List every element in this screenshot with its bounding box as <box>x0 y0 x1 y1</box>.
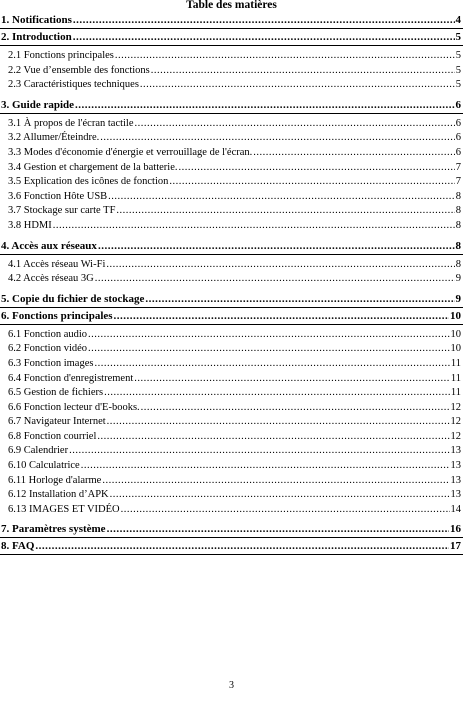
toc-section-label: 8. FAQ <box>1 540 35 553</box>
toc-entry[interactable] <box>0 204 463 219</box>
toc-entry-page: 9 <box>455 273 461 285</box>
toc-entry-label: 3.3 Modes d'économie d'énergie et verrouillage de l'écran. <box>8 146 253 158</box>
toc-entry-label: 2.2 Vue d’ensemble des fonctions <box>8 64 150 76</box>
toc-entry[interactable] <box>0 161 463 176</box>
dot-leader <box>100 131 454 146</box>
toc-section <box>0 97 463 238</box>
toc-entry[interactable] <box>0 444 463 459</box>
dot-leader <box>135 117 455 132</box>
toc-entry-page: 5 <box>455 64 461 76</box>
dot-leader <box>151 64 455 79</box>
toc-entry-label: 6.8 Fonction courriel <box>8 430 97 442</box>
toc-entry[interactable] <box>0 415 463 430</box>
toc-entry[interactable] <box>0 386 463 401</box>
toc-section-page: 17 <box>450 540 461 553</box>
toc-entry-page: 7 <box>455 161 461 173</box>
toc-entry[interactable] <box>0 488 463 503</box>
dot-leader <box>88 342 449 357</box>
toc-entry-label: 2.1 Fonctions principales <box>8 50 114 61</box>
toc-entry-page: 12 <box>450 416 461 428</box>
dot-leader <box>169 175 454 190</box>
toc-entry[interactable] <box>0 272 463 287</box>
toc-entry-page: 5 <box>455 79 461 91</box>
toc-entry-page: 12 <box>450 401 461 413</box>
dot-leader <box>107 521 449 538</box>
toc-entry[interactable] <box>0 474 463 489</box>
toc-section-page: 5 <box>455 31 461 43</box>
toc-entry[interactable] <box>0 175 463 190</box>
toc-section-heading[interactable] <box>0 308 463 325</box>
toc-entry-label: 2.3 Caractéristiques techniques <box>8 79 139 91</box>
dot-leader <box>134 372 450 387</box>
dot-leader <box>102 474 449 489</box>
toc-entry-label: 6.7 Navigateur Internet <box>8 416 106 428</box>
toc-section-heading[interactable] <box>0 97 463 114</box>
page-number: 3 <box>229 680 234 691</box>
toc-entry-page: 8 <box>455 219 461 231</box>
toc-section-label: 3. Guide rapide <box>1 98 75 111</box>
toc-section-page: 6 <box>455 98 461 111</box>
toc-entry-label: 6.11 Horloge d'alarme <box>8 474 102 486</box>
toc-section-label: 1. Notifications <box>1 14 72 26</box>
toc-entry-label: 6.9 Calendrier <box>8 445 69 457</box>
toc-section-label: 4. Accès aux réseaux <box>1 239 97 252</box>
toc-section <box>0 238 463 291</box>
dot-leader <box>116 204 454 219</box>
toc-section-label: 6. Fonctions principales <box>1 309 113 322</box>
toc-section-heading[interactable] <box>0 538 463 555</box>
dot-leader <box>141 401 450 416</box>
toc-entry-page: 8 <box>455 190 461 202</box>
toc-entry[interactable] <box>0 372 463 387</box>
toc-entry-page: 6 <box>455 146 461 158</box>
toc-entry[interactable] <box>0 190 463 205</box>
dot-leader <box>145 291 454 308</box>
dot-leader <box>73 12 455 29</box>
dot-leader <box>104 386 450 401</box>
toc-entry-page: 11 <box>450 357 461 369</box>
toc-entry-page: 8 <box>455 205 461 217</box>
toc-entry-label: 3.1 À propos de l'écran tactile <box>8 117 134 129</box>
toc-section <box>0 29 463 97</box>
toc-entry-page: 5 <box>455 50 461 61</box>
toc-entry-label: 3.6 Fonction Hôte USB <box>8 190 108 202</box>
toc-entry-label: 3.2 Allumer/Éteindre. <box>8 132 100 144</box>
toc-entry[interactable] <box>0 430 463 445</box>
toc-entry[interactable] <box>0 342 463 357</box>
toc-entry-list <box>0 114 463 238</box>
toc-entry-page: 14 <box>450 503 461 515</box>
toc-entry-label: 3.7 Stockage sur carte TF <box>8 205 116 217</box>
toc-section-page: 4 <box>455 14 461 26</box>
dot-leader <box>75 97 454 114</box>
toc-entry[interactable] <box>0 64 463 79</box>
toc-entry[interactable] <box>0 131 463 146</box>
toc-section-label: 2. Introduction <box>1 31 72 43</box>
toc-entry-label: 6.3 Fonction images <box>8 357 94 369</box>
toc-entry-label: 6.6 Fonction lecteur d'E-books. <box>8 401 140 413</box>
toc-entry-page: 11 <box>450 372 461 384</box>
dot-leader <box>88 328 449 343</box>
toc-entry-list <box>0 325 463 522</box>
toc-entry[interactable] <box>0 459 463 474</box>
toc-entry[interactable] <box>0 328 463 343</box>
table-of-contents <box>0 12 463 555</box>
dot-leader <box>107 415 450 430</box>
toc-entry-page: 10 <box>450 343 461 355</box>
toc-section-heading[interactable] <box>0 521 463 538</box>
dot-leader <box>179 161 455 176</box>
toc-section-page: 10 <box>450 309 461 322</box>
toc-entry-list <box>0 46 463 97</box>
toc-entry-label: 6.1 Fonction audio <box>8 328 88 340</box>
toc-entry-label: 3.8 HDMI <box>8 219 52 231</box>
toc-entry-page: 6 <box>455 132 461 144</box>
toc-section-page: 9 <box>455 292 461 305</box>
toc-section-label: 7. Paramètres système <box>1 523 106 536</box>
toc-entry-label: 4.2 Accès réseau 3G <box>8 273 94 285</box>
dot-leader <box>121 503 450 518</box>
toc-entry[interactable] <box>0 78 463 93</box>
toc-entry-label: 6.2 Fonction vidéo <box>8 343 88 355</box>
toc-section-heading[interactable] <box>0 12 463 29</box>
toc-entry-label: 4.1 Accès réseau Wi-Fi <box>8 258 106 270</box>
dot-leader <box>69 444 449 459</box>
toc-entry-label: 6.12 Installation d’APK <box>8 489 109 501</box>
dot-leader <box>53 219 455 234</box>
toc-section-page: 8 <box>455 239 461 252</box>
dot-leader <box>97 430 449 445</box>
toc-entry-label: 6.5 Gestion de fichiers <box>8 387 104 399</box>
toc-entry-list <box>0 255 463 291</box>
toc-section-label: 5. Copie du fichier de stockage <box>1 292 145 305</box>
toc-entry-label: 3.4 Gestion et chargement de la batterie. <box>8 161 178 173</box>
toc-entry-page: 13 <box>450 460 461 472</box>
toc-section-heading[interactable] <box>0 291 463 308</box>
toc-section <box>0 308 463 522</box>
toc-entry-page: 7 <box>455 176 461 188</box>
toc-section-page: 16 <box>450 523 461 536</box>
toc-entry[interactable] <box>0 503 463 518</box>
toc-entry-page: 13 <box>450 445 461 457</box>
dot-leader <box>115 49 455 64</box>
toc-entry[interactable] <box>0 401 463 416</box>
toc-entry-page: 6 <box>455 117 461 129</box>
dot-leader <box>114 308 449 325</box>
toc-entry[interactable] <box>0 49 463 64</box>
dot-leader <box>110 488 450 503</box>
toc-entry-page: 13 <box>450 489 461 501</box>
toc-entry-page: 10 <box>450 328 461 340</box>
dot-leader <box>35 538 449 555</box>
dot-leader <box>94 357 449 372</box>
toc-entry-label: 6.4 Fonction d'enregistrement <box>8 372 134 384</box>
toc-section <box>0 521 463 538</box>
dot-leader <box>95 272 455 287</box>
toc-entry-label: 6.13 IMAGES ET VIDÉO <box>8 503 120 515</box>
dot-leader <box>106 258 454 273</box>
toc-entry-page: 13 <box>450 474 461 486</box>
toc-section <box>0 538 463 555</box>
toc-entry[interactable] <box>0 117 463 132</box>
dot-leader <box>108 190 455 205</box>
toc-entry[interactable] <box>0 357 463 372</box>
toc-entry-label: 3.5 Explication des icônes de fonction <box>8 176 169 188</box>
toc-entry[interactable] <box>0 146 463 161</box>
toc-entry-page: 11 <box>450 387 461 399</box>
toc-entry[interactable] <box>0 258 463 273</box>
dot-leader <box>140 78 455 93</box>
toc-entry[interactable] <box>0 219 463 234</box>
toc-entry-label: 6.10 Calculatrice <box>8 460 80 472</box>
dot-leader <box>253 146 454 161</box>
dot-leader <box>98 238 455 255</box>
toc-section <box>0 12 463 29</box>
toc-section <box>0 291 463 308</box>
dot-leader <box>81 459 450 474</box>
toc-section-heading[interactable] <box>0 238 463 255</box>
toc-entry-page: 8 <box>455 258 461 270</box>
toc-section-heading[interactable] <box>0 29 463 46</box>
toc-entry-page: 12 <box>450 430 461 442</box>
toc-title: Table des matières <box>186 0 277 11</box>
dot-leader <box>73 29 455 46</box>
